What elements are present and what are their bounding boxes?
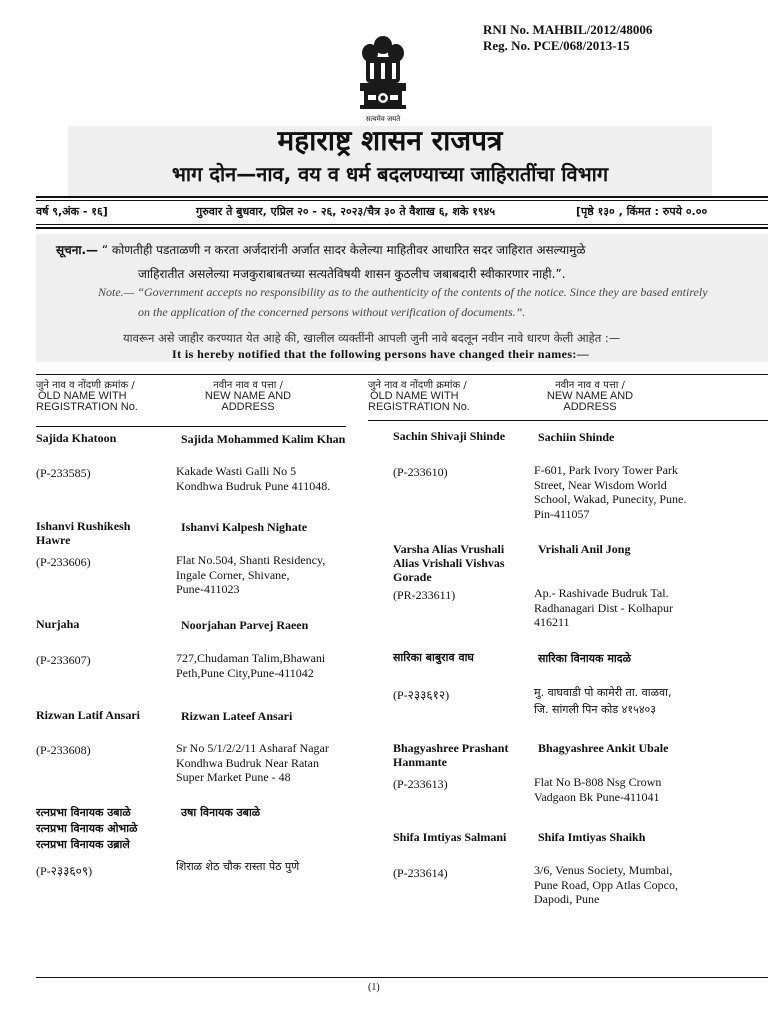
notice-line-1 — [56, 241, 585, 258]
notice-line-2: जाहिरातीत असलेल्या मजकुराबाबतच्या सत्यतेविषयी शासन कुठलीच जबाबदारी स्वीकारणार नाही.”. — [138, 267, 566, 281]
new-name: Sachiin Shinde — [538, 430, 615, 444]
new-name: Sajida Mohammed Kalim Khan — [181, 432, 346, 446]
address: Flat No.504, Shanti Residency, Ingale Corner, Shivane, Pune-411023 — [176, 553, 326, 596]
registration-number: (PR-233611) — [393, 588, 456, 602]
issue-date: गुरुवार ते बुधवार, एप्रिल २० - २६, २०२३/चैत्र ३० ते वैशाख ६, शके १९४५ — [196, 205, 496, 218]
header-rule-top — [36, 196, 768, 198]
new-name: सारिका विनायक मादळे — [538, 652, 631, 665]
address: Ap.- Rashivade Budruk Tal. Radhanagari Dist - Kolhapur 416211 — [534, 586, 673, 629]
column-rule-left — [36, 426, 346, 427]
address: 3/6, Venus Society, Mumbai, Pune Road, Opp Atlas Copco, Dapodi, Pune — [534, 863, 678, 906]
registration-number: (P-233608) — [36, 743, 91, 757]
old-name: Sachin Shivaji Shinde — [393, 429, 506, 443]
old-name: Sajida Khatoon — [36, 431, 117, 445]
gazette-title: महाराष्ट्र शासन राजपत्र — [277, 124, 503, 157]
new-name: Rizwan Lateef Ansari — [181, 709, 293, 723]
table-rule — [36, 374, 768, 375]
address: मु. वाघवाडी पो कामेरी ता. वाळवा, जि. सांगली पिन कोड ४१५४०३ — [534, 686, 672, 716]
page-number: (1) — [368, 982, 380, 993]
notice-line-4: on the application of the concerned persons without verification of documents.”. — [138, 305, 526, 319]
address: 727,Chudaman Talim,Bhawani Peth,Pune City,Pune-411042 — [176, 651, 326, 680]
registration-number: (P-233607) — [36, 653, 91, 667]
rni-number: RNI No. MAHBIL/2012/48006 — [483, 22, 653, 37]
col-header-new-left: नवीन नाव व पत्ता / NEW NAME AND ADDRESS — [204, 380, 292, 413]
address: शिराळ शेठ चौक रास्ता पेठ पुणे — [176, 860, 300, 873]
col-header-new-right: नवीन नाव व पत्ता / NEW NAME AND ADDRESS — [546, 380, 634, 413]
registration-number: (P-233610) — [393, 465, 448, 479]
registration-number: (P-233585) — [36, 466, 91, 480]
emblem-motto: सत्यमेव जयते — [365, 115, 401, 123]
column-rule-right — [368, 420, 768, 421]
registration-number: (P-233613) — [393, 777, 448, 791]
new-name: Shifa Imtiyas Shaikh — [538, 830, 646, 844]
old-name: Bhagyashree Prashant Hanmante — [393, 741, 509, 769]
new-name: Bhagyashree Ankit Ubale — [538, 741, 669, 755]
old-name: Rizwan Latif Ansari — [36, 708, 141, 722]
old-name: Shifa Imtiyas Salmani — [393, 830, 507, 844]
notice-line-5: यावरून असे जाहीर करण्यात येत आहे की, खालील व्यक्तींनी आपली जुनी नावे बदलून नवीन नावे धारण केली आहेत :— — [123, 331, 621, 345]
registration-number: (P-२३३६१२) — [393, 688, 450, 702]
issue-pages-price: [पृष्ठे १३० , किंमत : रुपये ०.०० — [576, 205, 708, 218]
old-name: Ishanvi Rushikesh Hawre — [36, 519, 131, 547]
lion-capital-icon — [348, 33, 418, 125]
reg-number: Reg. No. PCE/068/2013-15 — [483, 38, 630, 53]
old-name: Nurjaha — [36, 617, 80, 631]
col-header-old-right: जुने नाव व नोंदणी क्रमांक / OLD NAME WITH REGISTRATION No. — [368, 380, 470, 413]
registration-number: (P-233614) — [393, 866, 448, 880]
new-name: Vrishali Anil Jong — [538, 542, 631, 556]
issue-info-line — [36, 204, 768, 224]
new-name: उषा विनायक उबाळे — [181, 806, 261, 819]
old-name: सारिका बाबुराव वाघ — [393, 651, 474, 664]
issue-volume: वर्ष ९,अंक - १६] — [36, 205, 108, 218]
old-name: Varsha Alias Vrushali Alias Vrishali Vishvas Gorade — [393, 542, 505, 584]
address: Sr No 5/1/2/2/11 Asharaf Nagar Kondhwa Budruk Near Ratan Super Market Pune - 48 — [176, 741, 329, 784]
registration-block — [483, 22, 652, 54]
registration-number: (P-२३३६०९) — [36, 864, 93, 878]
old-name: रत्नप्रभा विनायक उबाळे रत्नप्रभा विनायक ओभाळे रत्नप्रभा विनायक उब्राले — [36, 806, 138, 851]
state-emblem — [348, 33, 418, 125]
col-header-old-left: जुने नाव व नोंदणी क्रमांक / OLD NAME WITH REGISTRATION No. — [36, 380, 138, 413]
header-rule-top-thin — [36, 200, 768, 201]
new-name: Ishanvi Kalpesh Nighate — [181, 520, 308, 534]
header-rule-bottom — [36, 224, 768, 225]
address: F-601, Park Ivory Tower Park Street, Near Wisdom World School, Wakad, Punecity, Pune. Pin-411057 — [534, 463, 687, 521]
footer-rule — [36, 977, 768, 978]
header-rule-bottom-thick — [36, 227, 768, 229]
notice-label: सूचना.— — [56, 243, 99, 257]
address: Flat No B-808 Nsg Crown Vadgaon Bk Pune-411041 — [534, 775, 662, 804]
new-name: Noorjahan Parvej Raeen — [181, 618, 309, 632]
registration-number: (P-233606) — [36, 555, 91, 569]
notice-text-1: “ कोणतीही पडताळणी न करता अर्जदारांनी अर्जात सादर केलेल्या माहितीवर आधारित सदर जाहिरात असल्यामुळे — [101, 243, 586, 257]
notice-line-3: Note.— “Government accepts no responsibility as to the authenticity of the contents of the notice. Since they are based entirely — [98, 285, 708, 299]
notice-line-6: It is hereby notified that the following persons have changed their names:— — [172, 347, 590, 361]
gazette-subtitle: भाग दोन—नाव, वय व धर्म बदलण्याच्या जाहिरातींचा विभाग — [171, 162, 609, 186]
address: Kakade Wasti Galli No 5 Kondhwa Budruk Pune 411048. — [176, 464, 331, 493]
